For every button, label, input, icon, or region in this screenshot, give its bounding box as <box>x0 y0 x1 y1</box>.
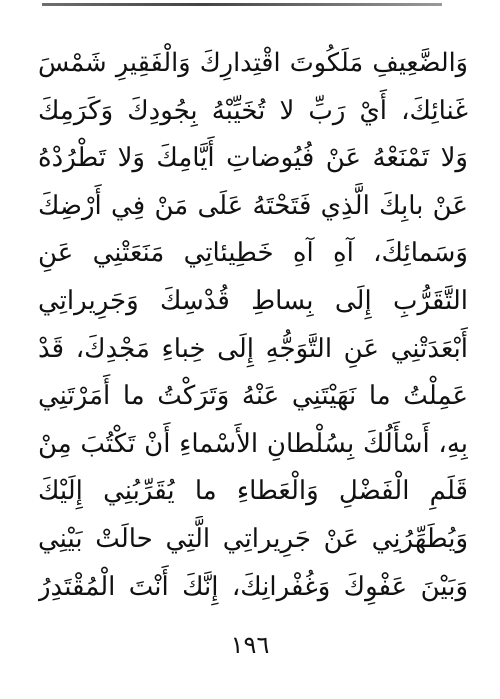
text-line: وَيُطَهِّرُنِي عَنْ جَرِيراتِي الَّتِي حالَتْ بَيْنِي <box>38 523 468 554</box>
text-line: وَبَيْنَ عَفْوِكَ وَغُفْرانِكَ، إِنَّكَ أَنْتَ الْمُقْتَدِرُ <box>38 571 468 602</box>
text-line: التَّقَرُّبِ إِلَى بِساطِ قُدْسِكَ وَجَرِيراتِي <box>38 285 468 316</box>
page-number: ١٩٦ <box>230 631 270 659</box>
text-line: بِهِ، أَسْأَلُكَ بِسُلْطانِ الأَسْماءِ أَنْ تَكْتُبَ مِنْ <box>38 428 468 459</box>
text-line: وَالضَّعِيفِ مَلَكُوتَ اقْتِدارِكَ وَالْفَقِيرِ شَمْسَ <box>38 48 468 78</box>
text-line: أَبْعَدَتْنِي عَنِ التَّوَجُّهِ إِلَى خِباءِ مَجْدِكَ، قَدْ <box>38 333 468 364</box>
text-line: وَلا تَمْنَعْهُ عَنْ فُيُوضاتِ أَيَّامِكَ وَلا تَطْرُدْهُ <box>38 143 468 174</box>
text-line: عَمِلْتُ ما نَهَيْتَنِي عَنْهُ وَتَرَكْتُ ما أَمَرْتَنِي <box>38 381 468 412</box>
text-line: وَسَمائِكَ، آهِ آهِ خَطِيئاتِي مَنَعَتْنِي عَنِ <box>38 238 468 269</box>
text-line: غَنائِكَ، أَيْ رَبِّ لا تُخَيِّبْهُ بِجُودِكَ وَكَرَمِكَ <box>38 95 468 126</box>
text-line: قَلَمِ الْفَضْلِ وَالْعَطاءِ ما يُقَرِّبُنِي إِلَيْكَ <box>38 476 468 507</box>
prayer-text-block <box>38 40 468 611</box>
text-line: عَنْ بابِكَ الَّذِي فَتَحْتَهُ عَلَى مَنْ فِي أَرْضِكَ <box>38 190 468 221</box>
top-rule-line <box>42 3 442 6</box>
